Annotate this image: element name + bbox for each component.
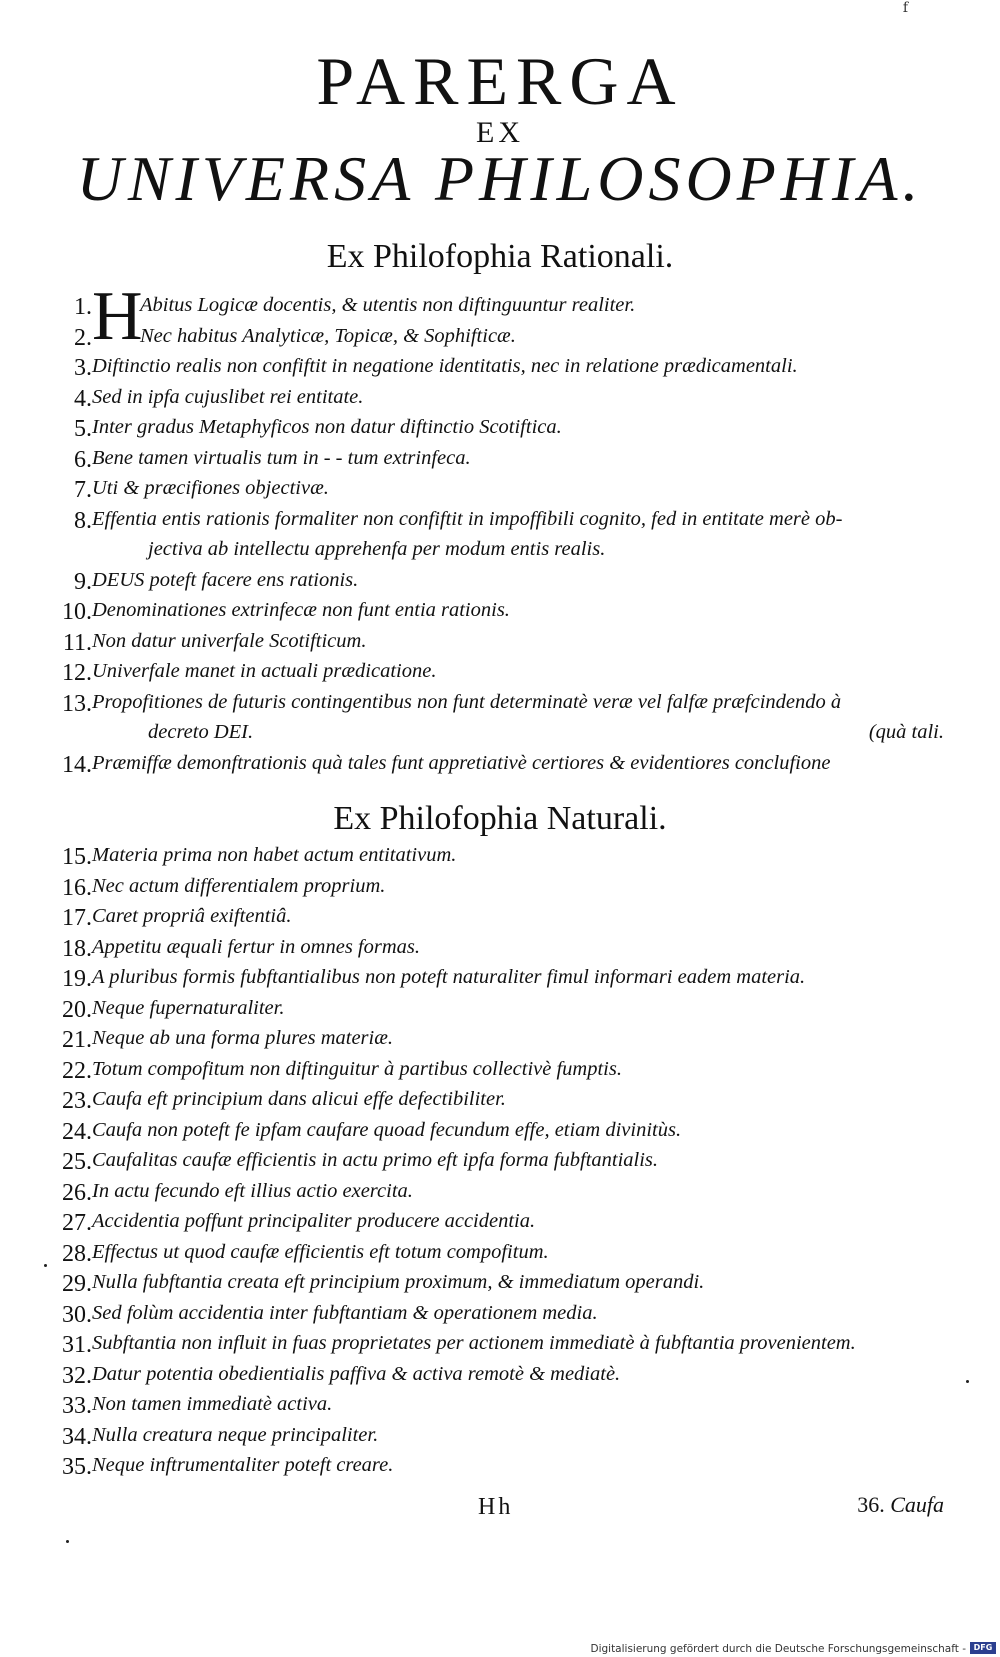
thesis-item	[0, 290, 1000, 321]
thesis-text: Denominationes extrinfecæ non funt entia rationis.	[92, 599, 510, 621]
catchword-number: 36.	[857, 1492, 885, 1517]
page-subtitle: UNIVERSA PHILOSOPHIA.	[76, 143, 924, 214]
thesis-number: 26.	[62, 1179, 92, 1206]
footer-credit: Digitalisierung gefördert durch die Deutsche Forschungsgemeinschaft -	[590, 1643, 966, 1655]
thesis-number: 35.	[62, 1454, 92, 1480]
thesis-number: 7.	[74, 477, 92, 503]
thesis-item	[0, 1359, 1000, 1390]
thesis-text: Sed folùm accidentia inter fubftantiam & operationem media.	[92, 1301, 598, 1324]
thesis-item	[0, 1237, 1000, 1268]
thesis-number: 2.	[74, 324, 92, 351]
ink-speck	[966, 1380, 969, 1383]
thesis-text: Nec habitus Analyticæ, Topicæ, & Sophifticæ.	[140, 324, 516, 347]
thesis-text: Effectus ut quod caufæ efficientis eft totum compofitum.	[92, 1240, 549, 1263]
thesis-item	[0, 656, 1000, 687]
thesis-item	[0, 321, 1000, 352]
thesis-number: 18.	[62, 935, 92, 962]
thesis-text: In actu fecundo eft illius actio exercita.	[92, 1179, 413, 1202]
thesis-continuation: decreto DEI.	[148, 721, 254, 743]
thesis-item	[0, 840, 1000, 871]
thesis-item	[0, 1176, 1000, 1207]
thesis-item	[0, 748, 1000, 779]
thesis-text: Subftantia non influit in fuas proprietates per actionem immediatè à fubftantia provenientem.	[92, 1332, 856, 1354]
signature-mark: Hh	[478, 1494, 514, 1520]
page-title: PARERGA	[316, 43, 684, 119]
thesis-text: Diftinctio realis non confiftit in negatione identitatis, nec in relatione prædicamentali.	[92, 355, 798, 377]
thesis-overflow-fragment: (quà tali.	[868, 721, 944, 743]
thesis-item	[0, 932, 1000, 963]
thesis-text: Nec actum differentialem proprium.	[92, 874, 386, 897]
thesis-number: 30.	[62, 1301, 92, 1328]
thesis-text: Neque ab una forma plures materiæ.	[92, 1027, 394, 1049]
thesis-text: Caufa non poteft fe ipfam caufare quoad fecundum effe, etiam divinitùs.	[92, 1118, 682, 1141]
thesis-text: Neque inftrumentaliter poteft creare.	[92, 1454, 394, 1476]
thesis-number: 15.	[62, 844, 92, 870]
thesis-item	[0, 565, 1000, 596]
thesis-number: 24.	[62, 1118, 92, 1145]
thesis-item	[0, 595, 1000, 626]
thesis-number: 32.	[62, 1362, 92, 1389]
thesis-number: 5.	[74, 416, 92, 442]
thesis-number: 22.	[62, 1057, 92, 1084]
thesis-text: Appetitu æquali fertur in omnes formas.	[92, 935, 420, 958]
thesis-text: Bene tamen virtualis tum in - - tum extrinfeca.	[92, 446, 471, 469]
thesis-item	[0, 1328, 1000, 1359]
thesis-item	[0, 687, 1000, 748]
section-heading-naturalis: Ex Philofophia Naturali.	[333, 800, 667, 837]
thesis-item	[0, 1023, 1000, 1054]
thesis-text-block	[92, 687, 944, 748]
dfg-logo: DFG	[970, 1642, 996, 1654]
title-connector: EX	[476, 116, 524, 149]
thesis-item	[0, 1145, 1000, 1176]
thesis-text: Caufa eft principium dans alicui effe defectibiliter.	[92, 1088, 506, 1110]
thesis-number: 1.	[74, 294, 92, 320]
thesis-item	[0, 351, 1000, 382]
thesis-item	[0, 473, 1000, 504]
thesis-text: Effentia entis rationis formaliter non confiftit in impoffibili cognito, fed in entitate merè ob-	[92, 507, 843, 530]
thesis-item	[0, 1115, 1000, 1146]
thesis-number: 12.	[62, 660, 92, 686]
thesis-continuation: jectiva ab intellectu apprehenfa per modum entis realis.	[148, 538, 606, 560]
thesis-item	[0, 871, 1000, 902]
thesis-item	[0, 1084, 1000, 1115]
drop-cap-initial: H	[92, 278, 143, 355]
thesis-number: 16.	[62, 874, 92, 901]
thesis-text: Datur potentia obedientialis paffiva & activa remotè & mediatè.	[92, 1362, 621, 1385]
thesis-text-block	[92, 504, 944, 565]
thesis-number: 31.	[62, 1332, 92, 1358]
thesis-text: Inter gradus Metaphyficos non datur diftinctio Scotiftica.	[92, 416, 562, 438]
thesis-number: 29.	[62, 1271, 92, 1297]
thesis-item	[0, 504, 1000, 565]
corner-mark: f	[902, 0, 908, 16]
thesis-item	[0, 962, 1000, 993]
catchword-word: Caufa	[890, 1492, 944, 1517]
thesis-number: 25.	[62, 1149, 92, 1175]
thesis-number: 3.	[74, 355, 92, 381]
thesis-text: Caufalitas caufæ efficientis in actu primo eft ipfa forma fubftantialis.	[92, 1149, 659, 1171]
thesis-item	[0, 443, 1000, 474]
thesis-item	[0, 412, 1000, 443]
thesis-item	[0, 1267, 1000, 1298]
thesis-number: 27.	[62, 1210, 92, 1236]
thesis-text: Materia prima non habet actum entitativum.	[92, 844, 457, 866]
thesis-text: Sed in ipfa cujuslibet rei entitate.	[92, 385, 364, 408]
thesis-text: Nulla fubftantia creata eft principium proximum, & immediatum operandi.	[92, 1271, 705, 1293]
thesis-number: 10.	[62, 599, 92, 625]
thesis-text: Caret propriâ exiftentiâ.	[92, 905, 292, 927]
thesis-text: Non datur univerfale Scotifticum.	[92, 629, 367, 652]
thesis-text: Totum compofitum non diftinguitur à partibus collectivè fumptis.	[92, 1057, 622, 1080]
thesis-number: 19.	[62, 966, 92, 992]
thesis-number: 20.	[62, 996, 92, 1023]
thesis-text: Neque fupernaturaliter.	[92, 996, 285, 1019]
thesis-item	[0, 1450, 1000, 1481]
thesis-item	[0, 993, 1000, 1024]
thesis-number: 33.	[62, 1393, 92, 1419]
thesis-item	[0, 901, 1000, 932]
thesis-number: 6.	[74, 446, 92, 473]
thesis-text: Uti & præcifiones objectivæ.	[92, 477, 329, 499]
thesis-number: 11.	[62, 629, 92, 656]
thesis-text: DEUS poteft facere ens rationis.	[92, 568, 359, 591]
thesis-number: 13.	[62, 690, 92, 717]
thesis-list-naturalis	[0, 840, 1000, 1481]
thesis-number: 14.	[62, 751, 92, 778]
thesis-text: A pluribus formis fubftantialibus non poteft naturaliter fimul informari eadem materia.	[92, 966, 806, 988]
catchword	[857, 1492, 944, 1518]
thesis-number: 21.	[62, 1027, 92, 1053]
thesis-item	[0, 1054, 1000, 1085]
thesis-number: 23.	[62, 1088, 92, 1114]
thesis-number: 34.	[62, 1423, 92, 1450]
thesis-list-rationalis	[0, 290, 1000, 778]
section-heading-rationalis: Ex Philofophia Rationali.	[326, 238, 674, 275]
ink-speck	[44, 1264, 47, 1267]
thesis-item	[0, 382, 1000, 413]
thesis-item	[0, 626, 1000, 657]
ink-speck	[66, 1540, 69, 1543]
thesis-text: Accidentia poffunt principaliter producere accidentia.	[92, 1210, 536, 1232]
thesis-text: Nulla creatura neque principaliter.	[92, 1423, 379, 1446]
thesis-number: 17.	[62, 905, 92, 931]
thesis-number: 28.	[62, 1240, 92, 1267]
thesis-item	[0, 1389, 1000, 1420]
thesis-number: 8.	[74, 507, 92, 534]
thesis-text: Non tamen immediatè activa.	[92, 1393, 333, 1415]
thesis-text: Præmiffæ demonftrationis quà tales funt appretiativè certiores & evidentiores conclufione	[92, 751, 831, 774]
thesis-item	[0, 1420, 1000, 1451]
thesis-text: Abitus Logicæ docentis, & utentis non diftinguuntur realiter.	[140, 294, 636, 316]
thesis-number: 4.	[74, 385, 92, 412]
thesis-item	[0, 1206, 1000, 1237]
thesis-item	[0, 1298, 1000, 1329]
thesis-number: 9.	[74, 568, 92, 595]
thesis-text: Univerfale manet in actuali prædicatione.	[92, 660, 437, 682]
thesis-text: Propofitiones de futuris contingentibus non funt determinatè veræ vel falfæ præfcindendo à	[92, 690, 842, 713]
